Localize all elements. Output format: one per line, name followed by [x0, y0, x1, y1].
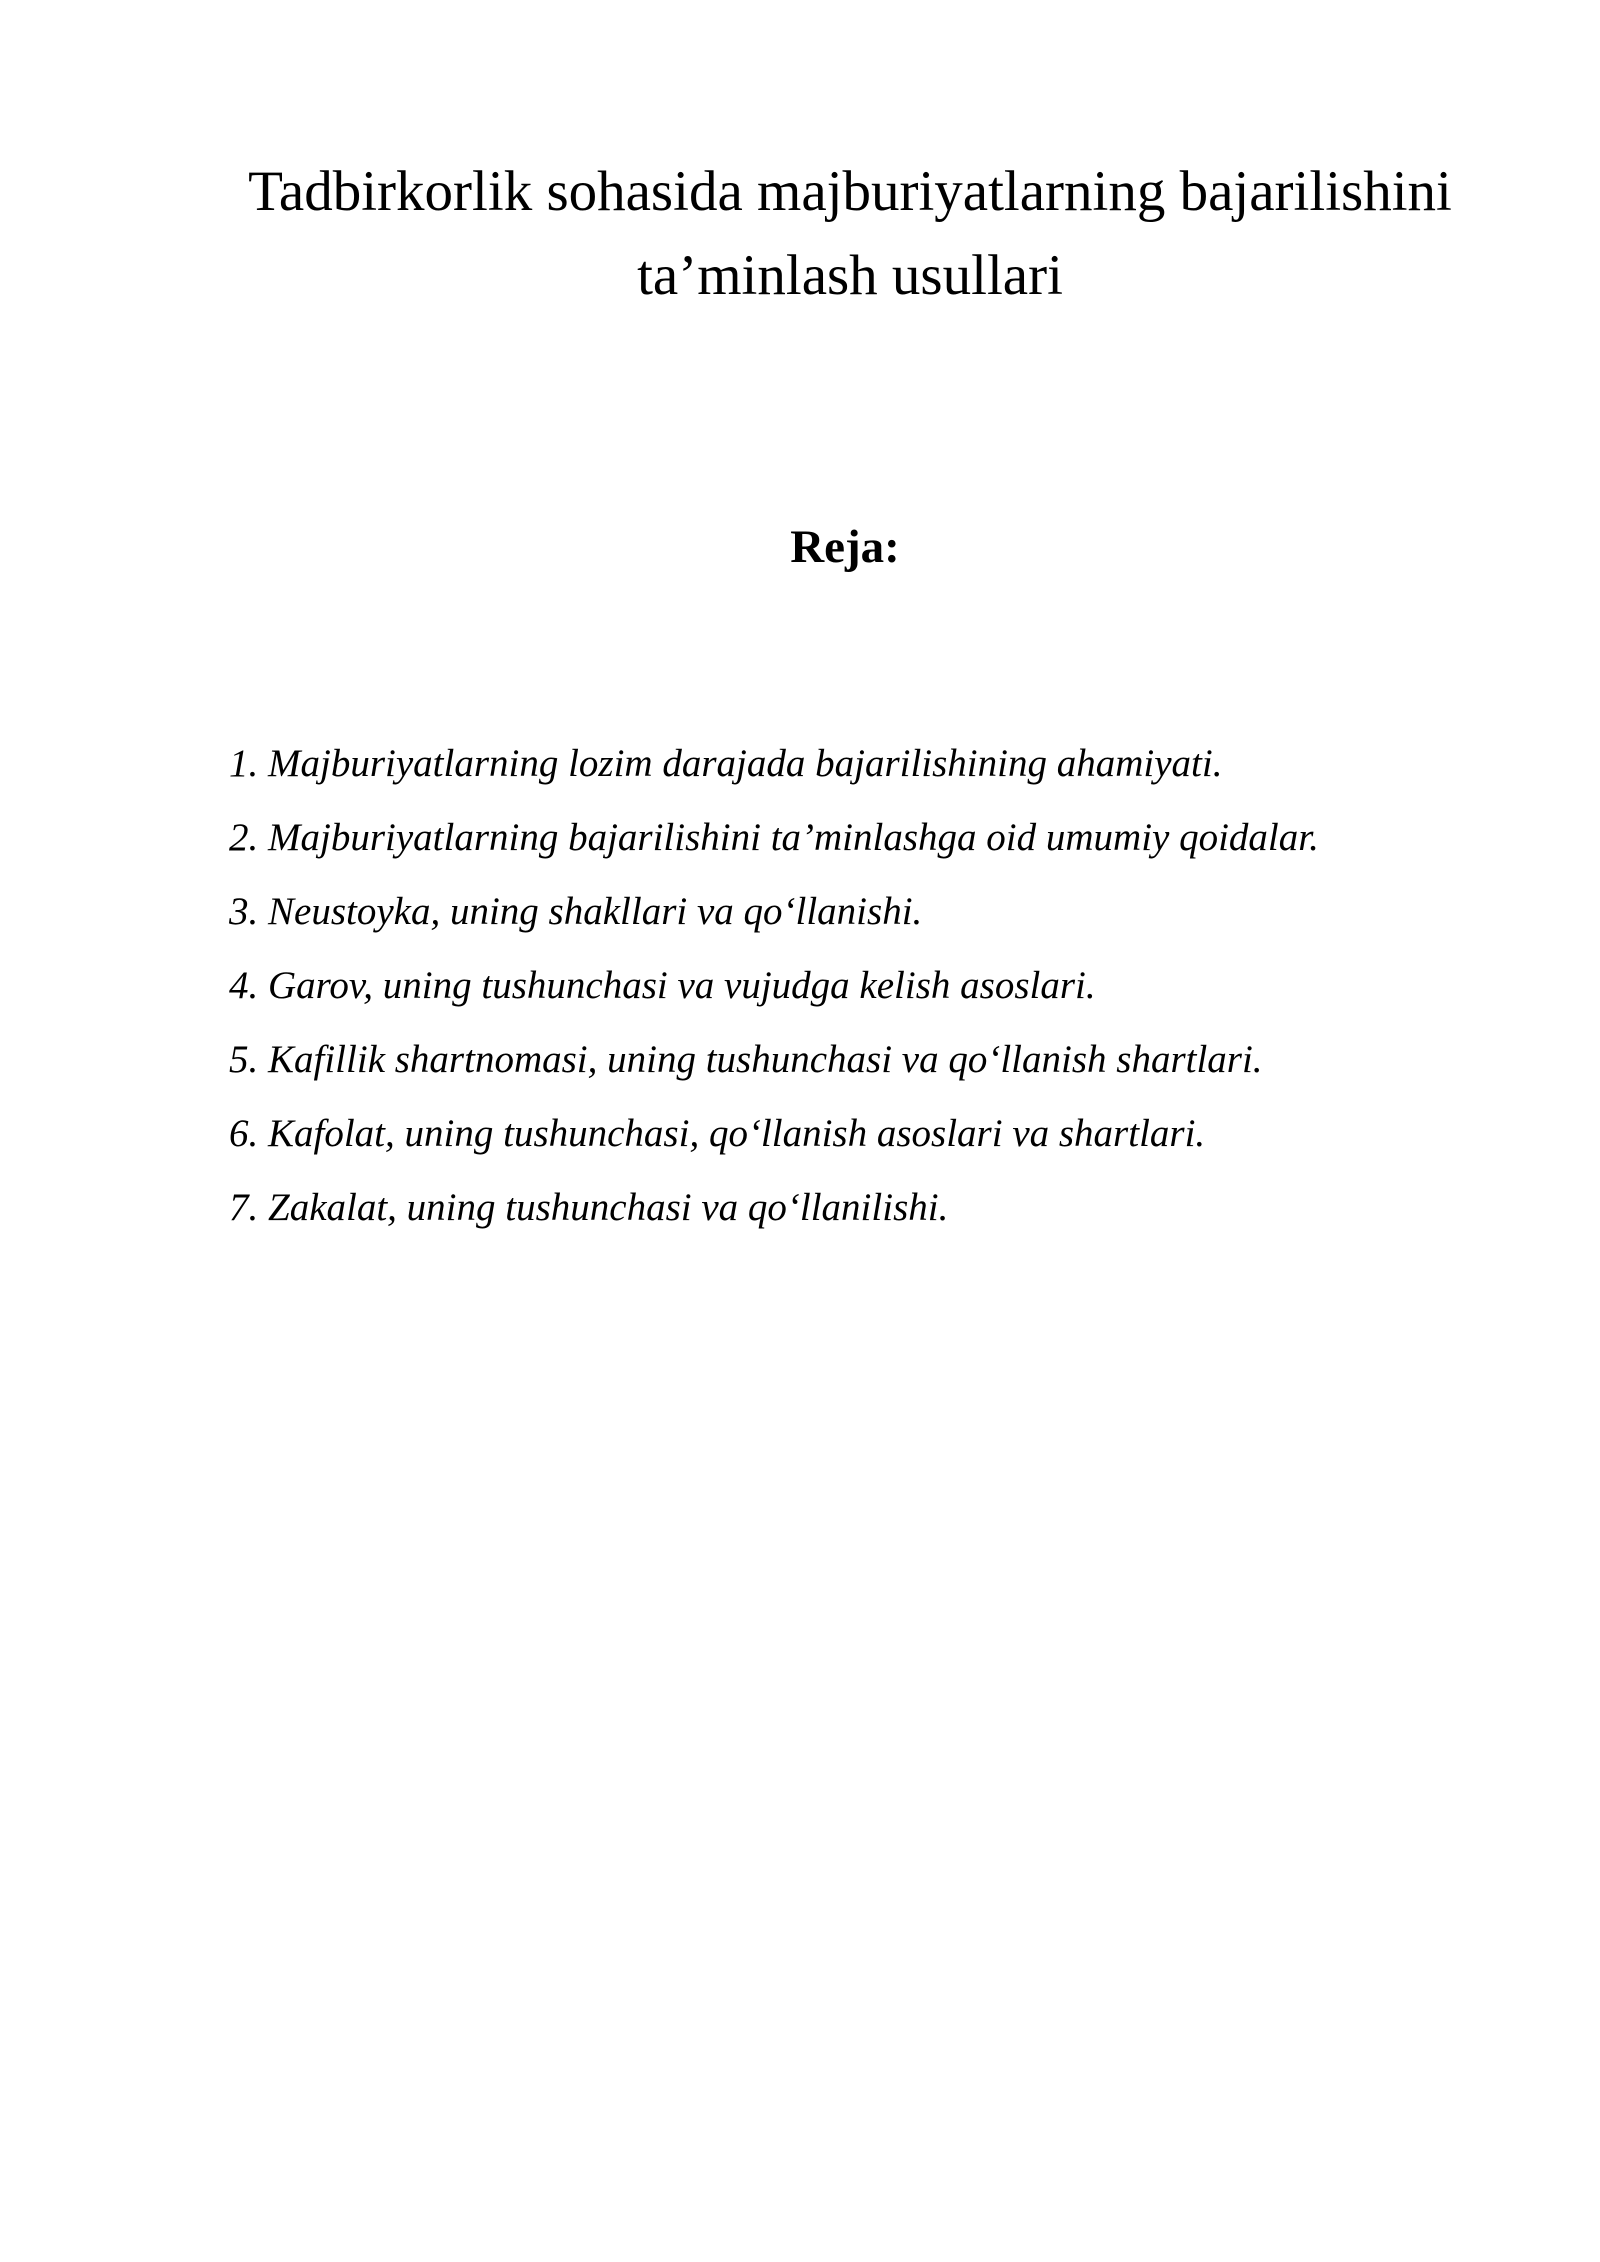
- plan-item-3: 3. Neustoyka, uning shakllari va qo‘llanishi.: [229, 890, 923, 933]
- plan-list: [229, 727, 1529, 1245]
- document-title-line-1: Tadbirkorlik sohasida majburiyatlarning bajarilishini: [248, 160, 1452, 223]
- document-title-line-2: ta’minlash usullari: [637, 244, 1063, 307]
- plan-item-5: 5. Kafillik shartnomasi, uning tushunchasi va qo‘llanish shartlari.: [229, 1038, 1263, 1081]
- plan-item-1: 1. Majburiyatlarning lozim darajada bajarilishining ahamiyati.: [229, 742, 1223, 785]
- plan-item-6: 6. Kafolat, uning tushunchasi, qo‘llanish asoslari va shartlari.: [229, 1112, 1206, 1155]
- plan-heading: Reja:: [790, 521, 900, 573]
- plan-item-4: 4. Garov, uning tushunchasi va vujudga kelish asoslari.: [229, 964, 1096, 1007]
- document-title: [200, 150, 1500, 318]
- plan-item-2: 2. Majburiyatlarning bajarilishini ta’minlashga oid umumiy qoidalar.: [229, 816, 1319, 859]
- plan-item-7: 7. Zakalat, uning tushunchasi va qo‘llanilishi.: [229, 1186, 949, 1229]
